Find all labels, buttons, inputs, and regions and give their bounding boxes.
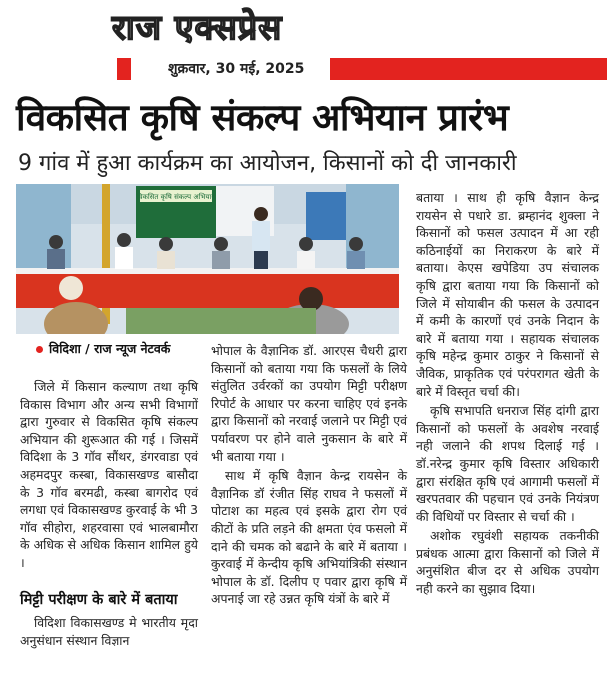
column-3 bbox=[416, 189, 599, 600]
column-1-continued bbox=[20, 614, 198, 651]
masthead-red-bar bbox=[330, 58, 607, 80]
banner-title: विकसित कृषि संकल्प अभियान bbox=[136, 193, 216, 201]
column-2 bbox=[211, 342, 407, 610]
bullet-dot-icon bbox=[36, 346, 43, 353]
masthead-red-block bbox=[117, 58, 131, 80]
section-subheading: मिट्टी परीक्षण के बारे में बताया bbox=[20, 592, 178, 608]
subheadline: 9 गांव में हुआ कार्यक्रम का आयोजन, किसानों को दी जानकारी bbox=[18, 151, 517, 176]
paragraph: कृषि सभापति धनराज सिंह दांगी द्वारा किसानों को फसलों के अवशेष नरवाई नही जलाने की शपथ दिलाई गई । डॉ.नरेन्द्र कुमार कृषि विस्तार अधिकारी द्वारा संरक्षित कृषि एवं आगामी फसलों में खरपतवार की पहचान एवं उनके नियंत्रण की विधियों पर विस्तार से चर्चा की । bbox=[416, 403, 599, 524]
paragraph: जिले में किसान कल्याण तथा कृषि विकास विभाग और अन्य सभी विभागों द्वारा गुरुवार से विकसित कृषि संकल्प अभियान की शुरूआत की गई । जिसमें विदिशा के 3 गॉव सौंथर, डंगरवाडा एवं अहमदपुर कस्बा, विकासखण्ड बासौदा के 3 गॉव बरमढी, कस्बा बागरोद एवं लगधा एवं विकासखण्ड कुरवाई के भी 3 गॉव सीहोरा, शहरवासा एवं भालबामौरा के अधिक से अधिक किसान शामिल हुये । bbox=[20, 379, 198, 570]
publication-date: शुक्रवार, 30 मई, 2025 bbox=[168, 61, 305, 77]
dateline-text: विदिशा / राज न्यूज नेटवर्क bbox=[49, 341, 171, 356]
paragraph: बताया । साथ ही कृषि वैज्ञान केन्द्र रायसेन से पधारे डा. ब्रम्हानंद शुक्ला ने किसानों को फसल उत्पादन में आ रही कठिनाईयों का निराकरण के बारे में बताया। केएस खपेडिया उप संचालक कृषि द्वारा बताया गया कि किसानों को जिले में सोयाबीन की फसल के उत्पादन में कमी के कारणों एवं उनके निदान के बारे में बताया गया । सहायक संचालक कृषि महेन्द्र कुमार ठाकुर ने किसानों से जैविक, प्राकृतिक एवं परंपरागत खेती के बारे में विस्तृत चर्चा की। bbox=[416, 190, 599, 399]
newspaper-name: राज एक्सप्रेस bbox=[112, 8, 283, 48]
paragraph: भोपाल के वैज्ञानिक डॉ. आरएस चैधरी द्वारा किसानों को बताया गया कि फसलों के लिये संतुलित उर्वरकों का उपयोग मिट्टी परीक्षण रिपोर्ट के आधार पर करना चाहिए एवं इनके द्वारा किसानों को नरवाई जलाने पर मिट्टी एवं पर्यावरण पर होने वाले नुकसान के बारे में भी बताया गया । bbox=[211, 343, 407, 464]
paragraph: विदिशा विकासखण्ड मे भारतीय मृदा अनुसंधान संस्थान विज्ञान bbox=[20, 615, 198, 648]
column-1 bbox=[20, 378, 198, 574]
dateline bbox=[36, 340, 170, 358]
masthead bbox=[0, 0, 607, 84]
event-photo bbox=[16, 184, 399, 334]
paragraph: अशोक रघुवंशी सहायक तकनीकी प्रबंधक आत्मा द्वारा किसानों को जिले में अनुसंशित बीज दर से अधिक उपयोग नही करने का सुझाव दिया। bbox=[416, 528, 599, 597]
headline: विकसित कृषि संकल्प अभियान प्रारंभ bbox=[16, 96, 509, 139]
paragraph: साथ में कृषि वैज्ञान केन्द्र रायसेन के वैज्ञानिक डॉ रंजीत सिंह राघव ने फसलों में पोटाश का महत्व एवं इसके द्वारा रोग एवं कीटों के प्रति लड़ने की क्षमता एंव फसलो में दाने की चमक को बढाने के बारे में बताया । कुरवाई में केन्दीय कृषि अभियांत्रिकी संस्थान भोपाल के डॉ. दिलीप ए पवार द्वारा कृषि में अपनाई जा रहे उन्नत कृषि यंत्रों के बारे में bbox=[211, 468, 407, 607]
